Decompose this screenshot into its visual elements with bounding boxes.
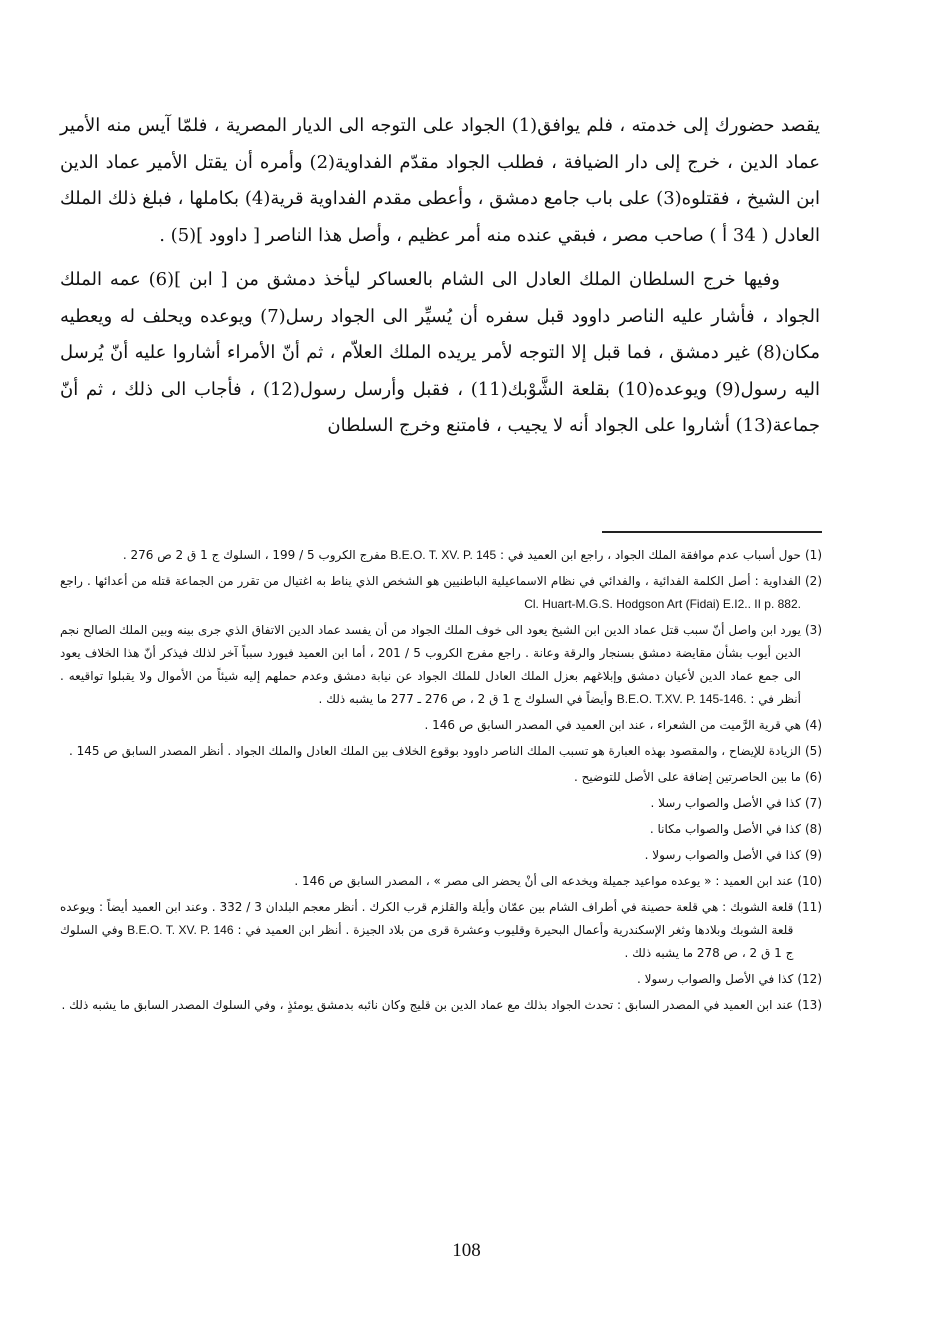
footnote (60, 740, 822, 763)
footnote-number: (1) (804, 548, 822, 562)
footnote-number: (5) (804, 744, 822, 758)
main-paragraph-2: وفيها خرج السلطان الملك العادل الى الشام بالعساكر ليأخذ دمشق من [ ابن ](6) عمه الملك الجواد ، فأشار عليه الناصر داوود قبل سفره أن يُسيِّر الى الجواد رسل(7) ويوعده ويحلف له ويعطيه مكان(8) غير دمشق ، فما قبل إلا التوجه لأمر يريده الملك العلاّم ، ثم أنّ الأمراء أشاروا عليه أنّ يُرسل اليه رسول(9) ويوعده(10) بقلعة الشَّوْبك(11) ، فقبل وأرسل رسول(12) ، فأجاب الى ذلك ، ثم أنّ جماعة(13) أشاروا على الجواد أنه لا يجيب ، فامتنع وخرج السلطان (60, 269, 821, 436)
main-paragraph-1: يقصد حضورك إلى خدمته ، فلم يوافق(1) الجواد على التوجه الى الديار المصرية ، فلمّا آيس منه الأمير عماد الدين ، خرج إلى دار الضيافة ، فطلب الجواد مقدّم الفداوية(2) وأمره أن يقتل الأمير عماد الدين ابن الشيخ ، فقتلوه(3) على باب جامع دمشق ، وأعطى مقدم الفداوية قرية(4) بكاملها ، فبلغ ذلك الملك العادل ( 34 أ ) صاحب مصر ، فبقي عنده منه أمر عظيم ، وأصل هذا الناصر [ داوود ](5) . (60, 115, 821, 246)
footnote-number: (8) (804, 822, 822, 836)
footnote (60, 968, 822, 991)
footnote-latin-ref: B.E.O. T. XV. P. 145 (390, 548, 497, 562)
footnote-number: (4) (804, 718, 822, 732)
footnote-number: (13) (797, 998, 822, 1012)
footnote (60, 818, 822, 841)
footnote (60, 619, 822, 711)
footnote (60, 844, 822, 867)
footnote (60, 544, 822, 567)
footnote (60, 792, 822, 815)
footnote-number: (7) (804, 796, 822, 810)
footnote (60, 870, 822, 893)
footnote-latin-ref: B.E.O. T. XV. P. 146 (127, 923, 234, 937)
footnote-text-after: مفرج الكروب 5 / 199 ، السلوك ج 1 ق 2 ص 276 . (122, 548, 387, 562)
footnote (60, 714, 822, 737)
footnote-number: (3) (804, 623, 822, 637)
footnote-number: (9) (804, 848, 822, 862)
footnote-text: كذا في الأصل والصواب مكانا . (649, 822, 801, 836)
footnote-number: (2) (804, 574, 822, 588)
main-text (60, 108, 820, 445)
footnote (60, 994, 822, 1017)
footnote-text: عند ابن العميد : « يوعده مواعيد جميلة ويخدعه الى أنْ يحضر الى مصر » ، المصدر السابق ص 146 . (294, 874, 794, 888)
footnote-number: (11) (797, 900, 822, 914)
footnote (60, 570, 822, 616)
footnote-text: عند ابن العميد في المصدر السابق : تحدث الجواد بذلك مع عماد الدين بن قليج وكان نائبه بدمشق يومئذٍ ، وفي السلوك المصدر السابق ما يشبه ذلك . (61, 998, 794, 1012)
footnote-separator (602, 531, 822, 533)
footnotes (60, 544, 822, 1020)
footnote-text-after: وفي السلوك ج 1 ق 2 ، ص 278 ما يشبه ذلك . (60, 923, 794, 960)
footnote-number: (12) (797, 972, 822, 986)
footnote-text: ما بين الحاصرتين إضافة على الأصل للتوضيح . (574, 770, 801, 784)
footnote-text: كذا في الأصل والصواب رسلا . (650, 796, 801, 810)
footnote-text: كذا في الأصل والصواب رسولا . (637, 972, 794, 986)
footnote-number: (10) (797, 874, 822, 888)
footnote-text-after: وأيضاً في السلوك ج 1 ق 2 ، ص 276 ـ 277 ما يشبه ذلك . (318, 692, 613, 706)
footnote (60, 766, 822, 789)
footnote-text: يورد ابن واصل أنّ سبب قتل عماد الدين ابن الشيخ يعود الى خوف الملك الجواد من أن يفسد عماد الدين الاتفاق الذي جرى بينه وبين الملك الصالح نجم الدين أيوب بشأن مقايضة دمشق بسنجار والرقة وعانة . راجع مفرج الكروب 5 / 201 ، أما ابن العميد فيورد سبباً آخر لذلك فيذكر أنّ هذا الخلاف يعود الى جمع عماد الدين لأعيان دمشق وإبلاغهم بعزل الملك العادل للملك الجواد عن نيابة دمشق وعدم حملهم إليه شيئاً من الأموال ولا يقبلوا تواقيعه . أنظر في : (60, 623, 801, 706)
footnote-text: الفداوية : أصل الكلمة الفدائية ، والفدائي في نظام الاسماعيلية الباطنيين هو الشخص الذي يناط به اغتيال من تقرر من الجماعة قتله من أعدائها . راجع (60, 574, 801, 588)
footnote-latin-ref: Cl. Huart-M.G.S. Hodgson Art (Fidai) E.I2.. II p. 882. (524, 597, 801, 611)
footnote-text: حول أسباب عدم موافقة الملك الجواد ، راجع ابن العميد في : (499, 548, 801, 562)
page-number: 108 (452, 1240, 481, 1261)
footnote-text: قلعة الشوبك : هي قلعة حصينة في أطراف الشام بين عمّان وأيلة والقلزم قرب الكرك . أنظر معجم البلدان 3 / 332 . وعند ابن العميد أيضاً : ويوعده قلعة الشوبك وبلادها وثغر الإسكندرية وأعمال البحيرة وقليوب وعشرة قرى من بلاد الجيزة . أنظر ابن العميد في : (60, 900, 794, 937)
footnote-text: كذا في الأصل والصواب رسولا . (644, 848, 801, 862)
footnote-number: (6) (804, 770, 822, 784)
footnote-latin-ref: B.E.O. T.XV. P. 145-146. (616, 692, 747, 706)
footnote-text: الزيادة للإيضاح ، والمقصود بهذه العبارة هو تسبب الملك الناصر داوود بوقوع الخلاف بين الملك العادل والملك الجواد . أنظر المصدر السابق ص 145 . (69, 744, 801, 758)
footnote (60, 896, 822, 965)
footnote-text: هي قرية الرَّميت من الشعراء ، عند ابن العميد في المصدر السابق ص 146 . (424, 718, 801, 732)
